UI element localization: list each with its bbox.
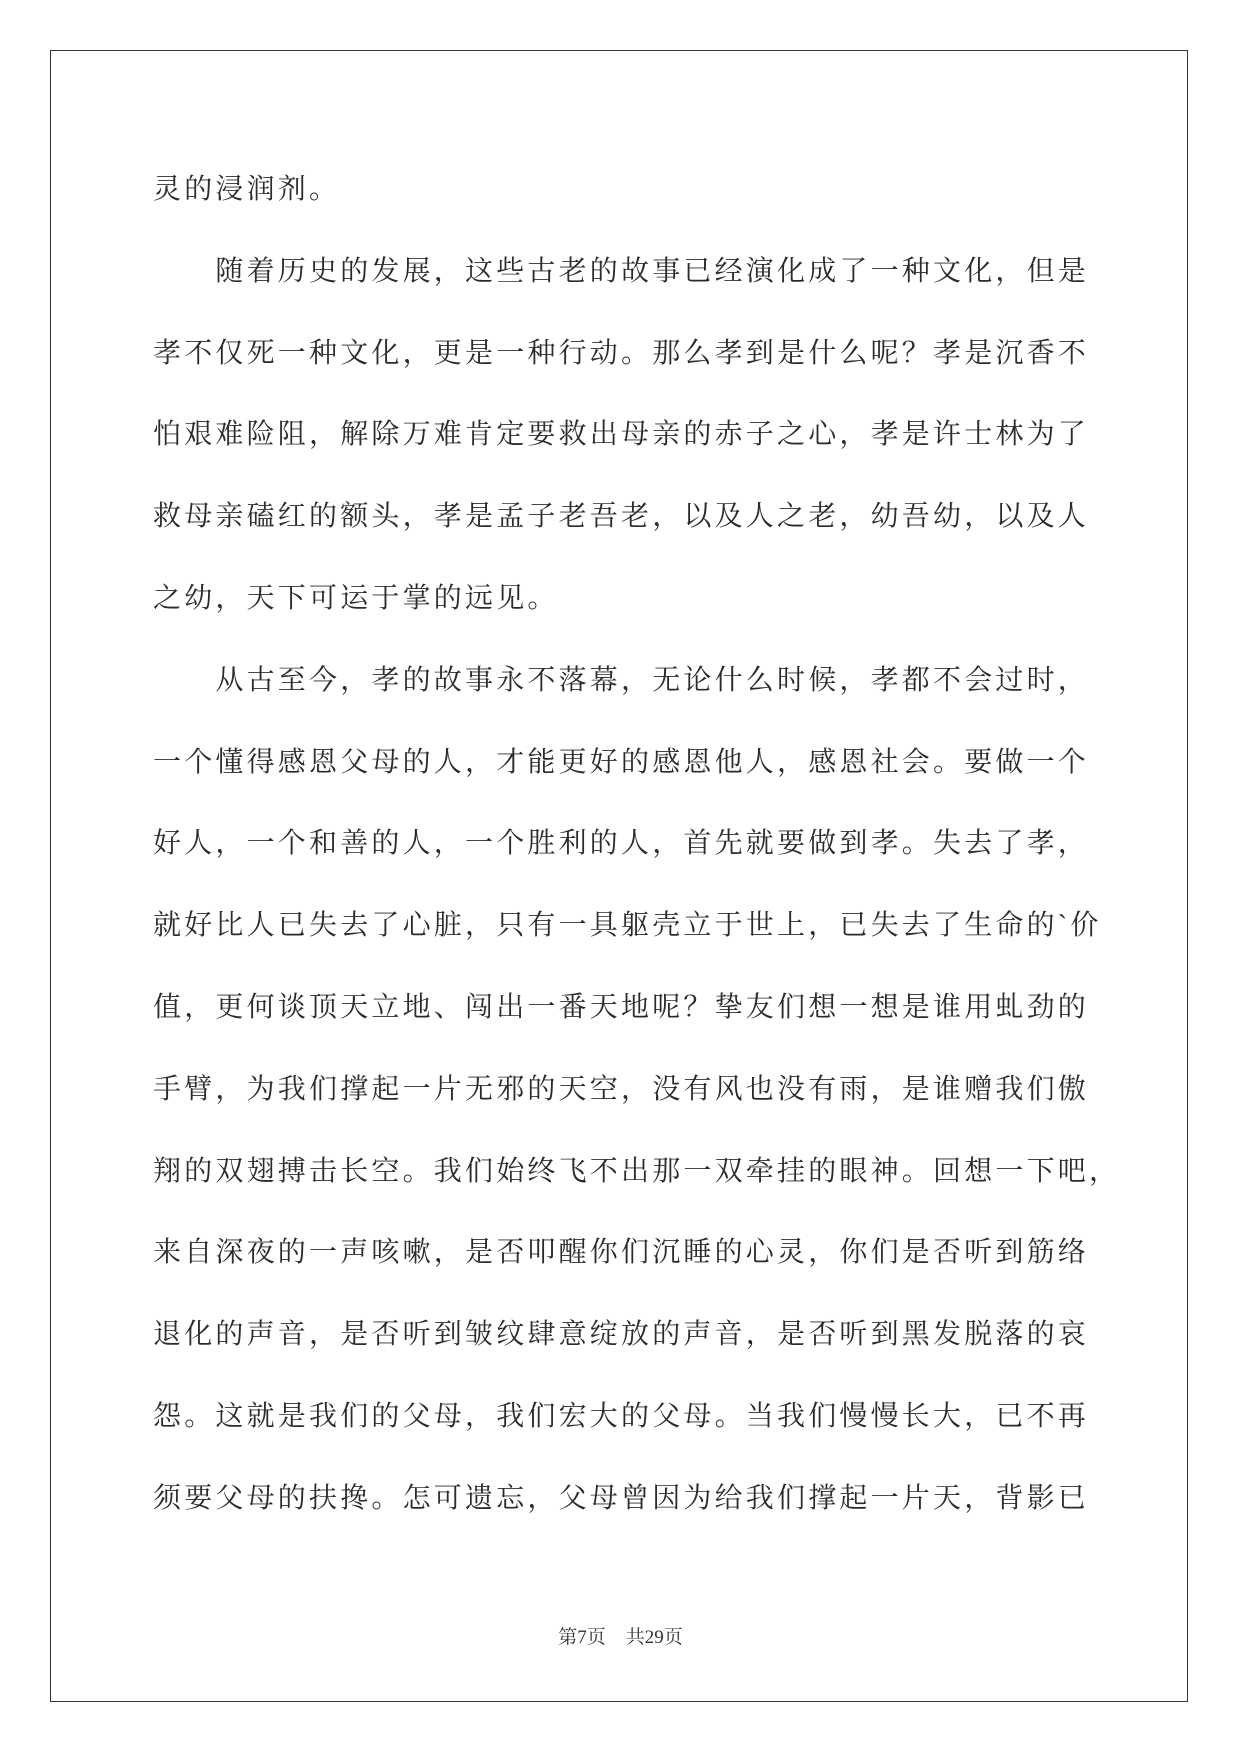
text-line: 怨。这就是我们的父母，我们宏大的父母。当我们慢慢长大，已不再 [153,1400,1090,1432]
text-line: 之幼，天下可运于掌的远见。 [153,582,559,614]
text-line: 从古至今，孝的故事永不落幕，无论什么时候，孝都不会过时， [215,664,1089,696]
text-line: 值，更何谈顶天立地、闯出一番天地呢？挚友们想一想是谁用虬劲的 [153,991,1090,1023]
text-line: 一个懂得感恩父母的人，才能更好的感恩他人，感恩社会。要做一个 [153,746,1090,778]
text-line: 翔的双翅搏击长空。我们始终飞不出那一双牵挂的眼神。回想一下吧， [153,1155,1121,1187]
paragraph [153,149,1183,231]
page-number: 第7页 [558,1627,606,1648]
body-text [153,149,1183,1540]
text-line: 须要父母的扶搀。怎可遗忘，父母曾因为给我们撑起一片天，背影已 [153,1482,1090,1514]
paragraph [153,640,1183,1540]
text-line: 怕艰难险阻，解除万难肯定要救出母亲的赤子之心，孝是许士林为了 [153,419,1090,451]
text-line: 好人，一个和善的人，一个胜利的人，首先就要做到孝。失去了孝， [153,828,1090,860]
page-footer [0,1626,1241,1650]
text-line: 灵的浸润剂。 [153,174,341,205]
text-line: 救母亲磕红的额头，孝是孟子老吾老，以及人之老，幼吾幼，以及人 [153,501,1090,533]
text-line: 手臂，为我们撑起一片无邪的天空，没有风也没有雨，是谁赠我们傲 [153,1073,1090,1105]
text-line: 随着历史的发展，这些古老的故事已经演化成了一种文化，但是 [215,255,1089,287]
paragraph [153,231,1183,640]
text-line: 就好比人已失去了心脏，只有一具躯壳立于世上，已失去了生命的`价 [153,910,1102,942]
text-line: 来自深夜的一声咳嗽，是否叩醒你们沉睡的心灵，你们是否听到筋络 [153,1237,1090,1269]
text-line: 退化的声音，是否听到皱纹肆意绽放的声音，是否听到黑发脱落的哀 [153,1319,1090,1351]
text-line: 孝不仅死一种文化，更是一种行动。那么孝到是什么呢？孝是沉香不 [153,337,1090,369]
page-total: 共29页 [625,1627,683,1648]
